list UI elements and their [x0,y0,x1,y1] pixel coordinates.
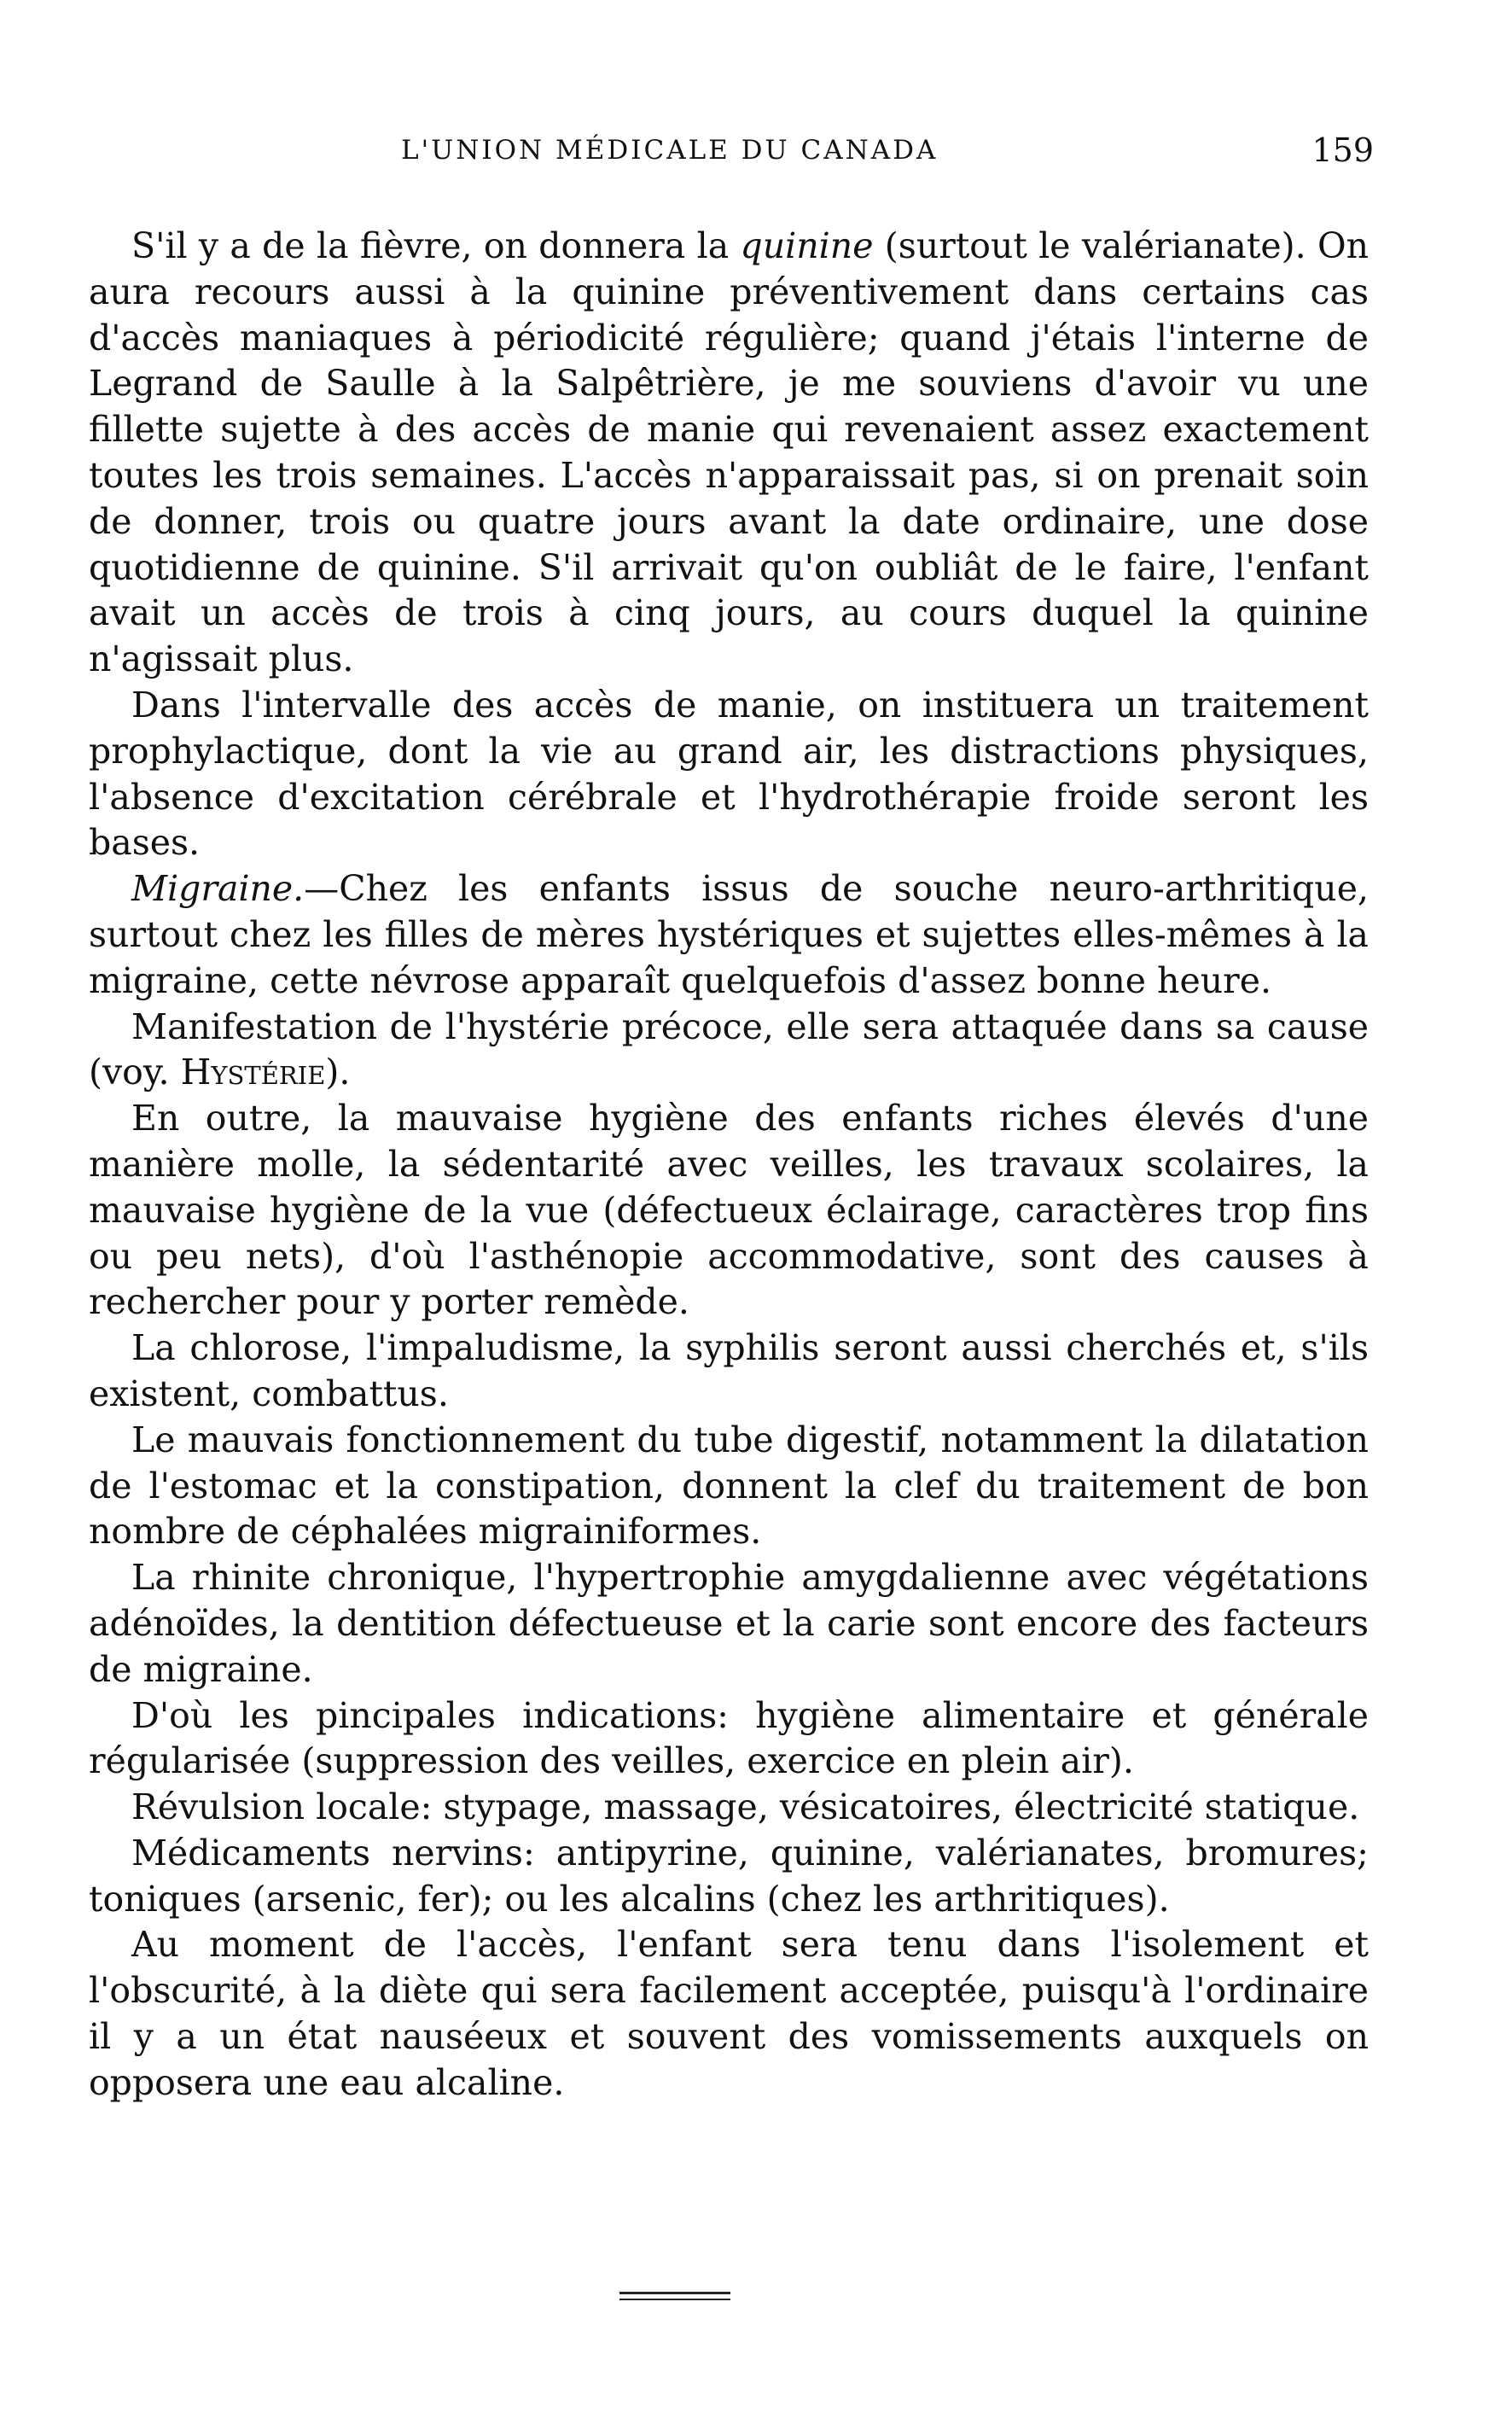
cross-reference-hysterie: Hystérie [180,1052,326,1093]
paragraph-fever-quinine [89,224,1369,683]
paragraph-hysteria [89,1005,1369,1097]
paragraph-rhinite [89,1555,1369,1693]
body-text [89,224,1369,2107]
text-run: Dans l'intervalle des accès de manie, on instituera un traitement prophylactique, dont la vie au grand air, les distractions physiques, l'absence d'excitation cérébrale et l'hydrothérapie froide seront les bases. [89,684,1369,864]
text-run: La chlorose, l'impaludisme, la syphilis seront aussi cherchés et, s'ils existent, combattus. [89,1327,1369,1414]
text-run: La rhinite chronique, l'hypertrophie amygdalienne avec végétations adénoïdes, la dentition défectueuse et la carie sont encore des facteurs de migraine. [89,1557,1369,1690]
text-run: S'il y a de la fièvre, on donnera la [131,225,741,266]
text-run: Médicaments nervins: antipyrine, quinine, valérianates, bromures; toniques (arsenic, fer); ou les alcalins (chez les arthritiques). [89,1832,1369,1920]
text-run: ). [325,1052,351,1093]
paragraph-hygiene [89,1096,1369,1326]
italic-term-quinine: quinine [740,225,874,266]
paragraph-migraine [89,866,1369,1004]
page-header [401,131,1374,178]
text-run: Le mauvais fonctionnement du tube digestif, notamment la dilatation de l'estomac et la constipation, donnent la clef du traitement de bon nombre de céphalées migrainiformes. [89,1419,1369,1553]
paragraph-medicaments [89,1831,1369,1923]
paragraph-digestion [89,1418,1369,1555]
paragraph-chlorose [89,1326,1369,1418]
text-run: Au moment de l'accès, l'enfant sera tenu dans l'isolement et l'obscurité, à la diète qui sera facilement acceptée, puisqu'à l'ordinaire il y a un état nauséeux et souvent des vomissements auxquels on opposera une eau alcaline. [89,1924,1369,2103]
paragraph-acces [89,1922,1369,2106]
page-number: 159 [1311,131,1374,169]
text-run: D'où les pincipales indications: hygiène alimentaire et générale régularisée (suppression des veilles, exercice en plein air). [89,1694,1369,1782]
paragraph-indications [89,1693,1369,1786]
text-run: —Chez les enfants issus de souche neuro-arthritique, surtout chez les filles de mères hystériques et sujettes elles-mêmes à la migraine, cette névrose apparaît quelquefois d'assez bonne heure. [89,868,1369,1001]
text-run: Révulsion locale: stypage, massage, vésicatoires, électricité statique. [131,1786,1360,1828]
paragraph-revulsion [89,1785,1369,1831]
end-rule [619,2292,730,2294]
paragraph-prophylaxis [89,683,1369,866]
running-title: L'UNION MÉDICALE DU CANADA [401,135,939,166]
text-run: Manifestation de l'hystérie précoce, elle sera attaquée dans sa cause (voy. [89,1005,1369,1093]
text-run: (surtout le valérianate). On aura recours aussi à la quinine préventivement dans certains cas d'accès maniaques à périodicité régulière; quand j'étais l'interne de Legrand de Saulle à la Salpêtrière, je me souviens d'avoir vu une fillette sujette à des accès de manie qui revenaient assez exactement toutes les trois semaines. L'accès n'apparaissait pas, si on prenait soin de donner, trois ou quatre jours avant la date ordinaire, une dose quotidienne de quinine. S'il arrivait qu'on oubliât de le faire, l'enfant avait un accès de trois à cinq jours, au cours duquel la quinine n'agissait plus. [89,225,1369,680]
text-run: En outre, la mauvaise hygiène des enfants riches élevés d'une manière molle, la sédentarité avec veilles, les travaux scolaires, la mauvaise hygiène de la vue (défectueux éclairage, caractères trop fins ou peu nets), d'où l'asthénopie accommodative, sont des causes à rechercher pour y porter remède. [89,1098,1369,1323]
section-heading-migraine: Migraine. [131,868,305,910]
